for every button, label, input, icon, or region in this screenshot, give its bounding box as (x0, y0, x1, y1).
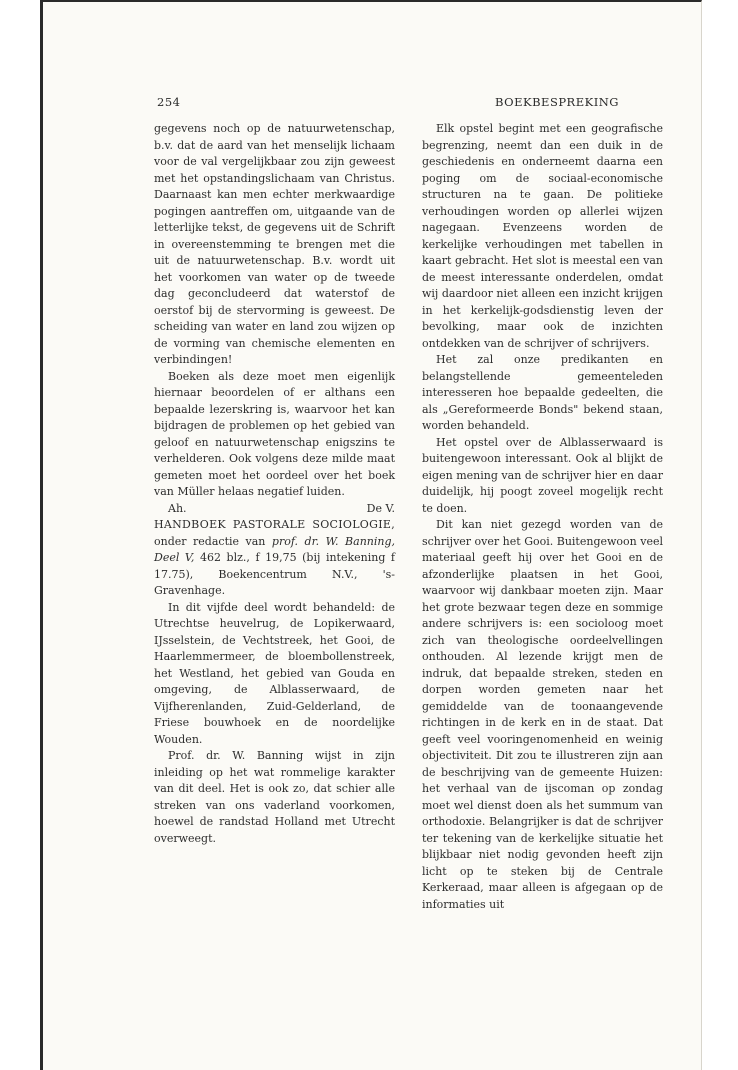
paragraph: Elk opstel begint met een geografische begrenzing, neemt dan een duik in de geschiedenis en onderneemt daarna een poging om de sociaal-economische structuren na te gaan. De politieke verhoudingen worden op allerlei wijzen nagegaan. Evenzeens worden de kerkelijke verhoudingen met tabellen in kaart gebracht. Het slot is meestal een van de meest interessante onderdelen, omdat wij daardoor niet alleen een inzicht krijgen in het kerkelijk-godsdienstig leven der bevolking, maar ook de inzichten ontdekken van de schrijver of schrijvers. (422, 122, 663, 350)
paragraph: Dit kan niet gezegd worden van de schrijver over het Gooi. Buitengewoon veel materiaal geeft hij over het Gooi en de afzonderlijke plaatsen in het Gooi, waarvoor wij dankbaar moeten zijn. Maar het grote bezwaar tegen deze en sommige andere schrijvers is: een socioloog moet zich van theologische oordeelvellingen onthouden. Al lezende krijgt men de indruk, dat bepaalde streken, steden en dorpen worden gemeten naar het gemiddelde van de toonaangevende richtingen in de kerk en in de staat. Dat geeft veel vooringenomenheid en weinig objectiviteit. Dit zou te illustreren zijn aan de beschrijving van de gemeente Huizen: het verhaal van de ijscoman op zondag moet wel dienst doen als het summum van orthodoxie. Belangrijker is dat de schrijver ter tekening van de kerkelijke situatie het blijkbaar niet nodig gevonden heeft zijn licht op te steken bij de Centrale Kerkeraad, maar alleen is afgegaan op de informaties uit (422, 518, 663, 911)
running-head: BOEKBESPREKING (495, 95, 619, 109)
paragraph: Boeken als deze moet men eigenlijk hiernaar beoordelen of er althans een bepaalde lezerskring is, waarvoor het kan bijdragen de problemen op het gebied van geloof en natuurwetenschap enigszins te verhelderen. Ook volgens deze milde maat gemeten moet het oordeel over het boek van Müller helaas negatief luiden. (154, 369, 395, 498)
paragraph: gegevens noch op de natuurwetenschap, b.v. dat de aard van het menselijk lichaam voor de val vergelijkbaar zou zijn geweest met het opstandingslichaam van Christus. Daarnaast kan men echter merkwaardige pogingen aantreffen om, uitgaande van de letterlijke tekst, de gegevens uit de Schrift in overeenstemming te brengen met die uit de natuurwetenschap. B.v. wordt uit het voorkomen van water op de tweede dag geconcludeerd dat waterstof de oerstof bij de stervorming is geweest. De scheiding van water en land zou wijzen op de vorming van chemische elementen en verbindingen! (154, 122, 395, 366)
book-title: HANDBOEK PASTORALE SOCIOLOGIE, (154, 518, 395, 531)
book-editor-plain: onder redactie van (154, 534, 266, 548)
page-number: 254 (157, 95, 181, 109)
left-column (154, 121, 395, 847)
signature-place: Ah. (168, 501, 187, 515)
paragraph: Prof. dr. W. Banning wijst in zijn inleiding op het wat rommelige karakter van dit deel. Het is ook zo, dat schier alle streken van ons vaderland voorkomen, hoewel de randstad Holland met Utrecht overweegt. (154, 749, 395, 845)
right-column (422, 121, 663, 913)
book-editor: prof. dr. W. Banning, Deel V, (154, 534, 395, 564)
paragraph: In dit vijfde deel wordt behandeld: de Utrechtse heuvelrug, de Lopikerwaard, IJsselstein, de Vechtstreek, het Gooi, de Haarlemmermeer, de bloembollenstreek, het Westland, het gebied van Gouda en omgeving, de Alblasserwaard, de Vijfherenlanden, Zuid-Gelderland, de Friese bouwhoek en de noordelijke Wouden. (154, 600, 395, 746)
book-details: 462 blz., f 19,75 (bij intekening f 17.75), Boekencentrum N.V., 's-Gravenhage. (154, 551, 396, 597)
paragraph: Het zal onze predikanten en belangstellende gemeenteleden interesseren hoe bepaalde gedeelten, die als „Gereformeerde Bonds" bekend staan, worden behandeld. (422, 353, 663, 432)
paragraph: Het opstel over de Alblasserwaard is buitengewoon interessant. Ook al blijkt de eigen mening van de schrijver hier en daar duidelijk, hij poogt zoveel mogelijk recht te doen. (422, 435, 663, 515)
signature-author: De V. (366, 501, 395, 515)
review-signature (154, 501, 395, 518)
book-citation (154, 517, 395, 600)
